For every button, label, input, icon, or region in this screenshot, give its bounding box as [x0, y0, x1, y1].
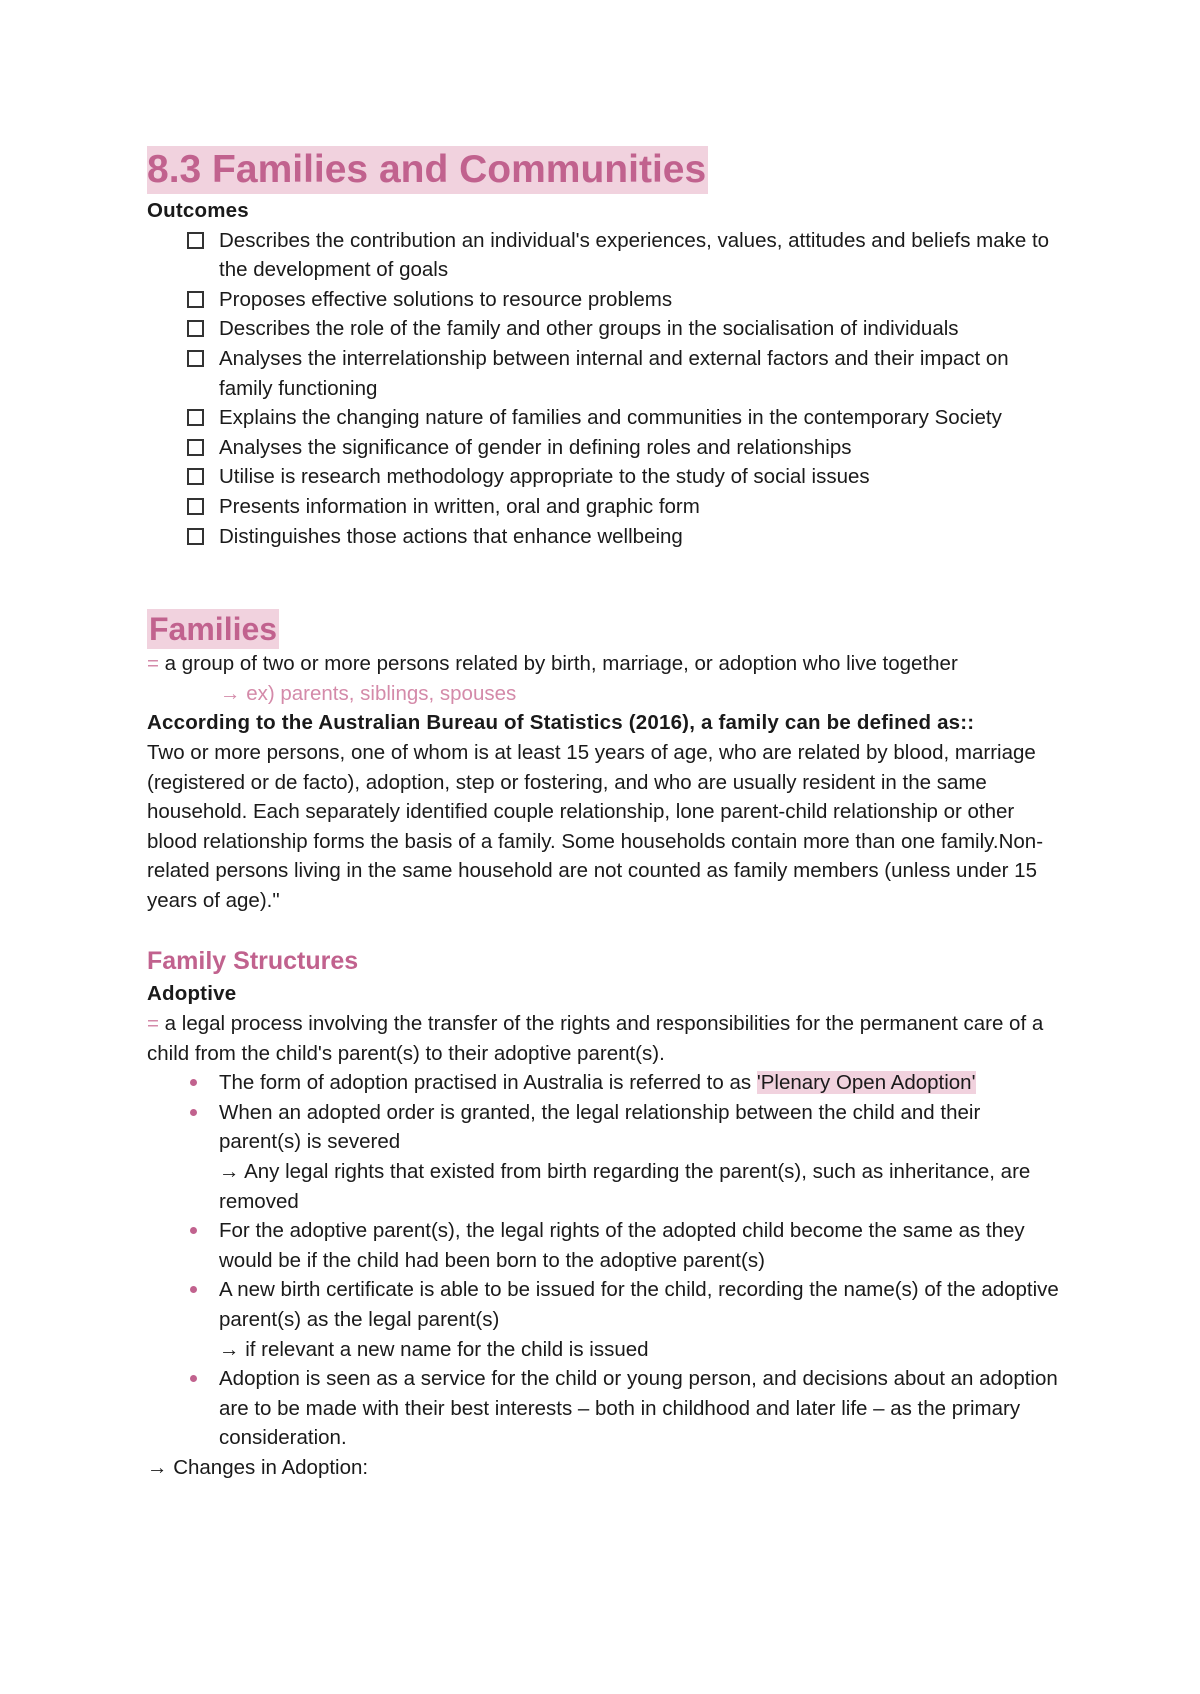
checkbox-icon[interactable]: [187, 468, 204, 485]
outcome-item: Explains the changing nature of families and communities in the contemporary Society: [187, 403, 1067, 433]
checkbox-icon[interactable]: [187, 528, 204, 545]
outcome-item: Distinguishes those actions that enhance wellbeing: [187, 522, 1067, 552]
outcome-item: Proposes effective solutions to resource problems: [187, 285, 1067, 315]
list-item: When an adopted order is granted, the legal relationship between the child and their parent(s) is severed → Any legal rights that existed from birth regarding the parent(s), such as inheritance, are removed: [187, 1098, 1067, 1216]
bullet-icon: [190, 1079, 197, 1086]
abs-definition: Two or more persons, one of whom is at least 15 years of age, who are related by blood, marriage (registered or de facto), adoption, step or fostering, and who are usually resident in the same household. Each separately identified couple relationship, lone parent-child relationship or other blood relationship forms the basis of a family. Some households contain more than one family.Non-related persons living in the same household are not counted as family members (unless under 15 years of age).": [147, 740, 1044, 912]
list-item: A new birth certificate is able to be issued for the child, recording the name(s) of the adoptive parent(s) as the legal parent(s) → if relevant a new name for the child is issued: [187, 1275, 1067, 1364]
outcome-item: Utilise is research methodology appropriate to the study of social issues: [187, 462, 1067, 492]
checkbox-icon[interactable]: [187, 320, 204, 337]
families-example: → ex) parents, siblings, spouses: [220, 681, 517, 705]
outcome-item: Describes the contribution an individual's experiences, values, attitudes and beliefs make to the development of goals: [187, 226, 1067, 285]
outcome-item: Analyses the significance of gender in defining roles and relationships: [187, 433, 1067, 463]
bullet-icon: [190, 1227, 197, 1234]
list-item: Adoption is seen as a service for the child or young person, and decisions about an adoption are to be made with their best interests – both in childhood and later life – as the primary consideration.: [187, 1364, 1067, 1453]
adoptive-heading: Adoptive: [147, 982, 237, 1006]
list-item: For the adoptive parent(s), the legal rights of the adopted child become the same as they would be if the child had been born to the adoptive parent(s): [187, 1216, 1067, 1275]
equals-marker: =: [147, 652, 159, 676]
adoptive-definition: = a legal process involving the transfer of the rights and responsibilities for the permanent care of a child from the child's parent(s) to their adoptive parent(s).: [147, 1012, 1044, 1065]
checkbox-icon[interactable]: [187, 498, 204, 515]
families-heading: Families: [149, 611, 278, 648]
families-definition: = a group of two or more persons related by birth, marriage, or adoption who live together: [147, 652, 958, 676]
outcome-item: Analyses the interrelationship between internal and external factors and their impact on family functioning: [187, 344, 1067, 403]
checkbox-icon[interactable]: [187, 350, 204, 367]
list-item: The form of adoption practised in Australia is referred to as 'Plenary Open Adoption': [187, 1068, 1067, 1098]
checkbox-icon[interactable]: [187, 291, 204, 308]
family-structures-heading: Family Structures: [147, 947, 359, 976]
outcomes-checklist: [147, 226, 1067, 552]
equals-marker: =: [147, 1012, 159, 1036]
checkbox-icon[interactable]: [187, 439, 204, 456]
abs-heading: According to the Australian Bureau of Statistics (2016), a family can be defined as::: [147, 711, 975, 735]
highlighted-term: 'Plenary Open Adoption': [756, 1071, 976, 1095]
bullet-icon: [190, 1286, 197, 1293]
adoptive-bullets: [147, 1068, 1067, 1453]
changes-in-adoption: → Changes in Adoption:: [147, 1455, 369, 1479]
outcome-item: Describes the role of the family and other groups in the socialisation of individuals: [187, 314, 1067, 344]
sub-note: → if relevant a new name for the child is issued: [219, 1337, 649, 1361]
bullet-icon: [190, 1375, 197, 1382]
checkbox-icon[interactable]: [187, 409, 204, 426]
outcome-item: Presents information in written, oral and graphic form: [187, 492, 1067, 522]
bullet-icon: [190, 1109, 197, 1116]
outcomes-heading: Outcomes: [147, 199, 249, 222]
page-title: 8.3 Families and Communities: [147, 146, 708, 194]
sub-note: → Any legal rights that existed from birth regarding the parent(s), such as inheritance, are removed: [219, 1160, 1031, 1213]
checkbox-icon[interactable]: [187, 232, 204, 249]
document-page: [147, 146, 1067, 1483]
